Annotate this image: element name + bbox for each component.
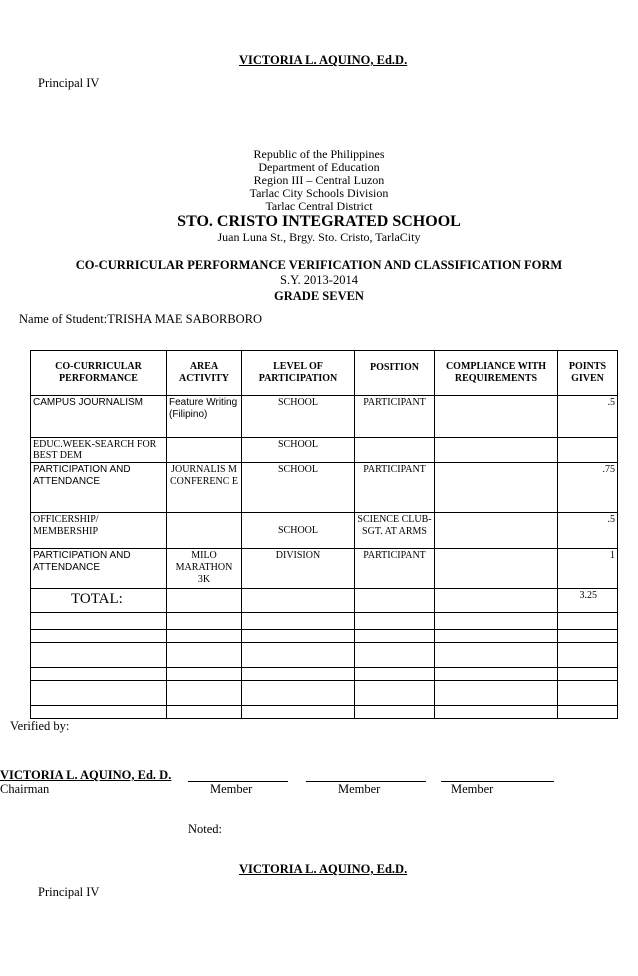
row-performance: PARTICIPATION AND ATTENDANCE xyxy=(31,549,167,589)
letterhead-line-5: Tarlac Central District xyxy=(265,199,373,213)
header-compliance: COMPLIANCE WITH REQUIREMENTS xyxy=(435,351,558,396)
letterhead-line-2: Department of Education xyxy=(258,160,380,174)
top-signatory-title: Principal IV xyxy=(38,76,100,90)
empty-row xyxy=(31,613,618,630)
row-points: .5 xyxy=(558,513,618,549)
chairman-name: VICTORIA L. AQUINO, Ed. D. xyxy=(0,768,172,782)
row-position: PARTICIPANT xyxy=(355,396,435,438)
row-compliance xyxy=(435,438,558,463)
table-row xyxy=(31,396,618,438)
letterhead-line-1: Republic of the Philippines xyxy=(253,147,385,161)
row-level: SCHOOL xyxy=(242,438,355,463)
row-position: PARTICIPANT xyxy=(355,463,435,513)
row-area xyxy=(167,513,242,549)
row-area: JOURNALIS M CONFERENC E xyxy=(167,463,242,513)
header-performance: CO-CURRICULAR PERFORMANCE xyxy=(31,351,167,396)
row-area: MILO MARATHON 3K xyxy=(167,549,242,589)
letterhead-line-4: Tarlac City Schools Division xyxy=(249,186,389,200)
table-header-row xyxy=(31,351,618,396)
noted-label: Noted: xyxy=(188,822,223,836)
total-points: 3.25 xyxy=(558,589,618,613)
header-level: LEVEL OF PARTICIPATION xyxy=(242,351,355,396)
row-performance: CAMPUS JOURNALISM xyxy=(31,396,167,438)
row-position xyxy=(355,438,435,463)
row-position: SCIENCE CLUB- SGT. AT ARMS xyxy=(355,513,435,549)
chairman-title: Chairman xyxy=(0,782,50,796)
verified-by-label: Verified by: xyxy=(10,719,70,733)
empty-row xyxy=(31,668,618,681)
empty-row xyxy=(31,681,618,706)
member-label-3: Member xyxy=(451,782,494,796)
school-name: STO. CRISTO INTEGRATED SCHOOL xyxy=(177,213,461,230)
row-level: SCHOOL xyxy=(242,463,355,513)
grade-level: GRADE SEVEN xyxy=(274,289,364,303)
row-level: SCHOOL xyxy=(242,513,355,549)
total-row xyxy=(31,589,618,613)
row-level: DIVISION xyxy=(242,549,355,589)
empty-row xyxy=(31,630,618,643)
header-points: POINTS GIVEN xyxy=(558,351,618,396)
empty-row xyxy=(31,706,618,719)
form-title: CO-CURRICULAR PERFORMANCE VERIFICATION AND CLASSIFICATION FORM xyxy=(75,258,563,272)
top-signatory-name: VICTORIA L. AQUINO, Ed.D. xyxy=(239,53,408,67)
school-address: Juan Luna St., Brgy. Sto. Cristo, TarlaCity xyxy=(217,230,421,244)
total-label: TOTAL: xyxy=(31,589,167,613)
performance-table xyxy=(30,350,618,719)
table-row xyxy=(31,549,618,589)
row-performance: PARTICIPATION AND ATTENDANCE xyxy=(31,463,167,513)
header-area-activity: AREA ACTIVITY xyxy=(167,351,242,396)
empty-row xyxy=(31,643,618,668)
row-points: .75 xyxy=(558,463,618,513)
table-row xyxy=(31,463,618,513)
row-performance: EDUC.WEEK-SEARCH FOR BEST DEM xyxy=(31,438,167,463)
row-compliance xyxy=(435,463,558,513)
row-area: Feature Writing (Filipino) xyxy=(167,396,242,438)
letterhead-line-3: Region III – Central Luzon xyxy=(253,173,385,187)
row-compliance xyxy=(435,513,558,549)
bottom-signatory-title: Principal IV xyxy=(38,885,100,899)
row-level: SCHOOL xyxy=(242,396,355,438)
row-performance: OFFICERSHIP/ MEMBERSHIP xyxy=(31,513,167,549)
header-position: POSITION xyxy=(355,351,435,396)
row-points: 1 xyxy=(558,549,618,589)
row-area xyxy=(167,438,242,463)
row-points xyxy=(558,438,618,463)
student-name-line xyxy=(19,312,262,327)
row-compliance xyxy=(435,549,558,589)
table-row xyxy=(31,513,618,549)
school-year: S.Y. 2013-2014 xyxy=(280,273,358,287)
member-label-2: Member xyxy=(338,782,381,796)
student-label: Name of Student: xyxy=(19,312,108,326)
row-compliance xyxy=(435,396,558,438)
row-points: .5 xyxy=(558,396,618,438)
row-position: PARTICIPANT xyxy=(355,549,435,589)
member-label-1: Member xyxy=(210,782,253,796)
student-name: TRISHA MAE SABORBORO xyxy=(107,312,263,326)
bottom-signatory-name: VICTORIA L. AQUINO, Ed.D. xyxy=(239,862,408,876)
table-row xyxy=(31,438,618,463)
